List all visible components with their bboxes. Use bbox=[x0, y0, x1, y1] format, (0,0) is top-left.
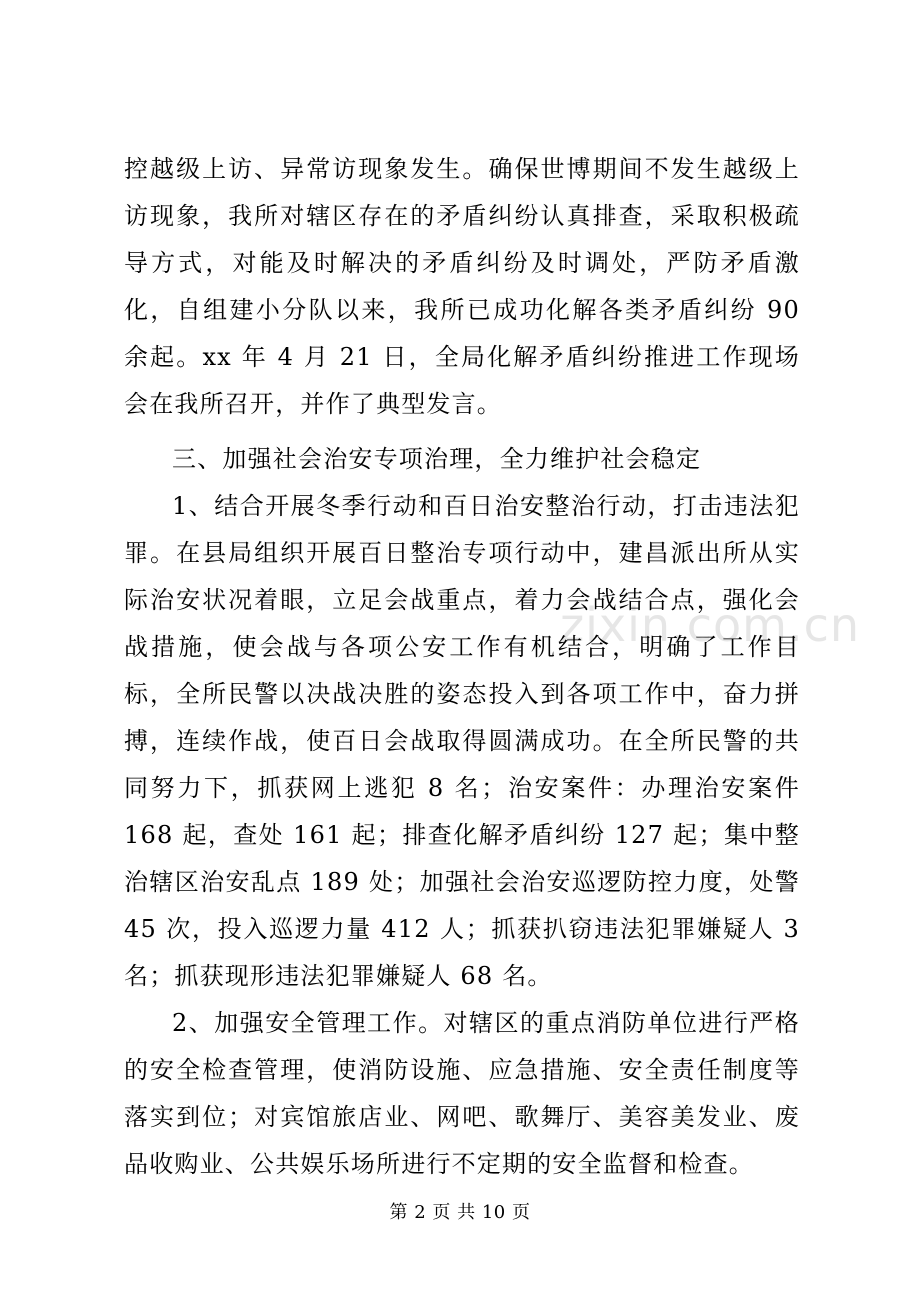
section-heading: 三、加强社会治安专项治理，全力维护社会稳定 bbox=[172, 445, 702, 473]
paragraph-item-2: 2、加强安全管理工作。对辖区的重点消防单位进行严格的安全检查管理，使消防设施、应急措施、安全责任制度等落实到位；对宾馆旅店业、网吧、歌舞厅、美容美发业、废品收购业、公共娱乐场所进行不定期的安全监督和检查。 bbox=[124, 1009, 800, 1178]
paragraph-item-1: 1、结合开展冬季行动和百日治安整治行动，打击违法犯罪。在县局组织开展百日整治专项行动中，建昌派出所从实际治安状况着眼，立足会战重点，着力会战结合点，强化会战措施，使会战与各项公安工作有机结合，明确了工作目标，全所民警以决战决胜的姿态投入到各项工作中，奋力拼搏，连续作战，使百日会战取得圆满成功。在全所民警的共同努力下，抓获网上逃犯 8 名；治安案件：办理治安案件 168 起，查处 161 起；排查化解矛盾纠纷 127 起；集中整治辖区治安乱点 189 处；加强社会治安巡逻防控力度，处警 45 次，投入巡逻力量 412 人；抓获扒窃违法犯罪嫌疑人 3 名；抓获现形违法犯罪嫌疑人 68 名。 bbox=[124, 492, 800, 990]
paragraph-continuation: 控越级上访、异常访现象发生。确保世博期间不发生越级上访现象，我所对辖区存在的矛盾纠纷认真排查，采取积极疏导方式，对能及时解决的矛盾纠纷及时调处，严防矛盾激化，自组建小分队以来，我所已成功化解各类矛盾纠纷 90 余起。xx 年 4 月 21 日，全局化解矛盾纠纷推进工作现场会在我所召开，并作了典型发言。 bbox=[124, 155, 800, 418]
page-footer: 第 2 页 共 10 页 bbox=[389, 1202, 531, 1223]
watermark: zixin.com.cn bbox=[560, 598, 861, 652]
document-body bbox=[124, 146, 800, 1188]
